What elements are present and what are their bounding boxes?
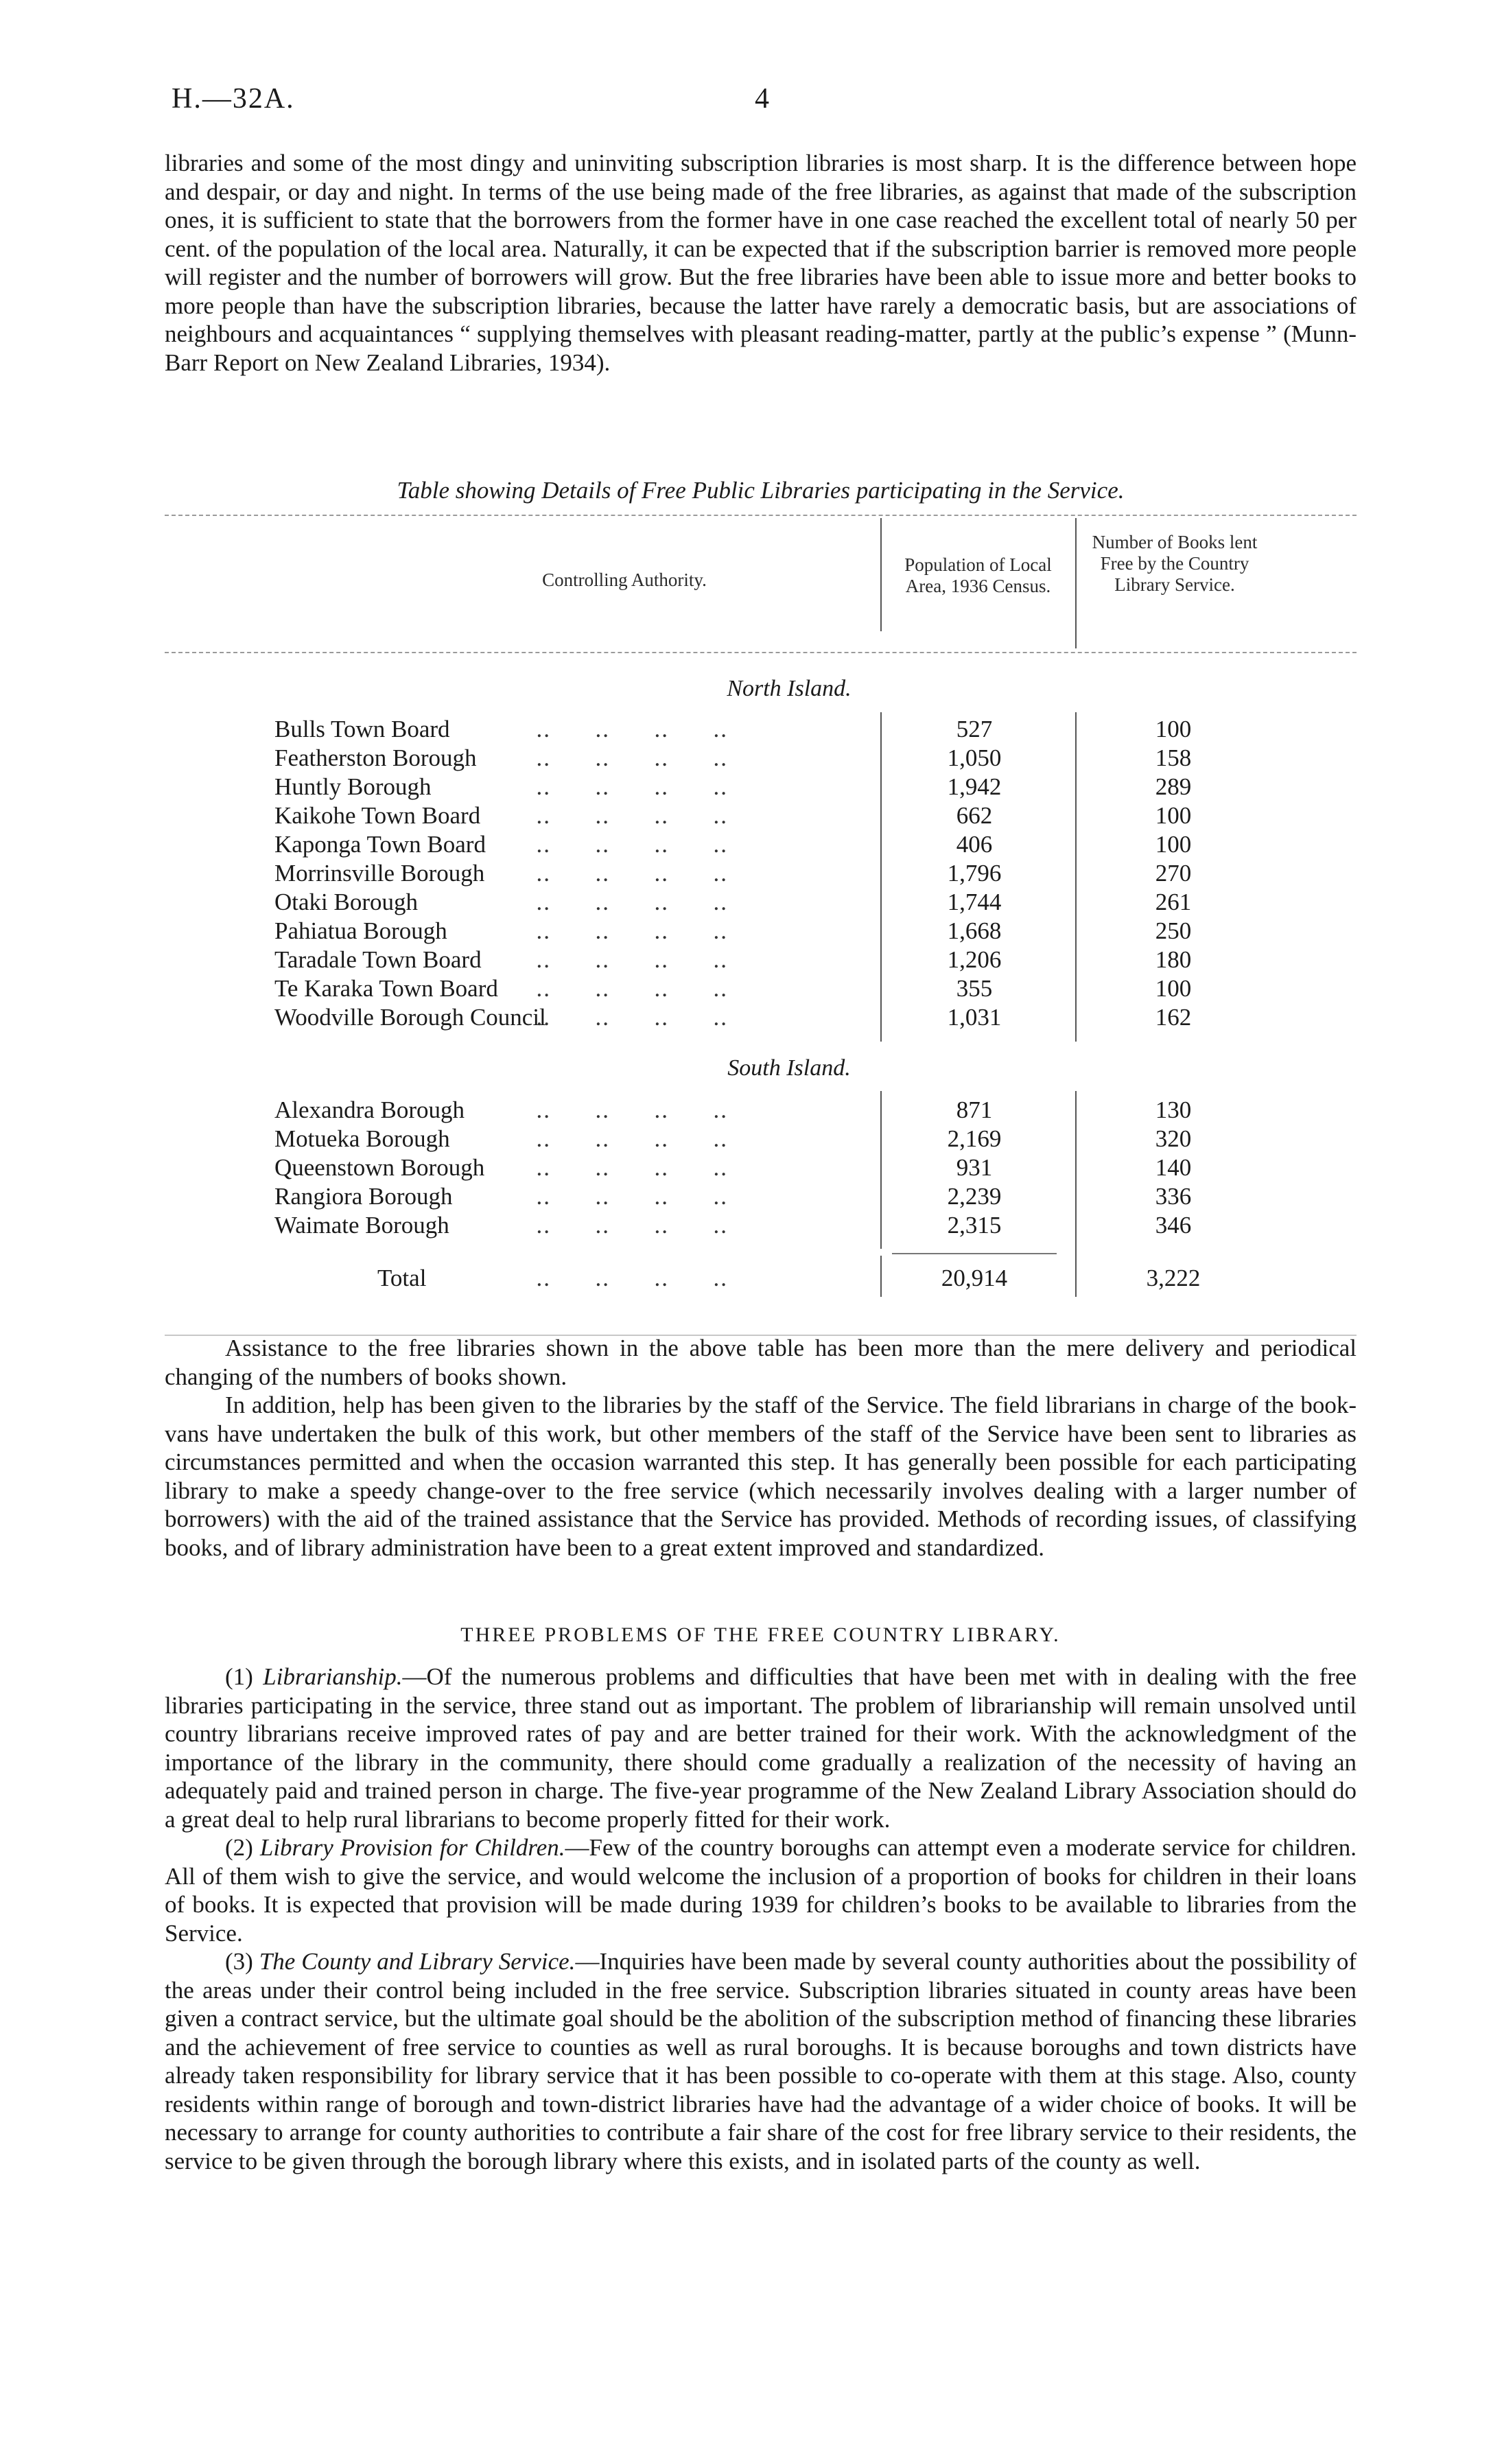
population-cell: 1,942	[947, 773, 1002, 800]
leader-dots: .. .. .. ..	[521, 889, 728, 915]
population-cell: 2,315	[947, 1212, 1002, 1239]
page-header	[172, 82, 1352, 124]
authority-cell: Morrinsville Borough	[274, 860, 485, 887]
authority-cell: Motueka Borough	[274, 1125, 450, 1152]
authority-cell: Kaponga Town Board	[274, 831, 486, 858]
books-cell: 346	[1155, 1212, 1192, 1239]
authority-cell: Queenstown Borough	[274, 1154, 485, 1181]
leader-dots: .. .. .. ..	[521, 860, 728, 887]
problems-heading: THREE PROBLEMS OF THE FREE COUNTRY LIBRARY.	[460, 1623, 1061, 1646]
leader-dots: .. .. .. ..	[521, 1265, 728, 1291]
books-cell: 270	[1155, 860, 1192, 887]
population-cell: 355	[956, 975, 993, 1002]
leader-dots: .. .. .. ..	[521, 975, 728, 1002]
total-population: 20,914	[941, 1265, 1008, 1291]
books-cell: 336	[1155, 1183, 1192, 1210]
books-cell: 130	[1155, 1096, 1192, 1123]
leader-dots: .. .. .. ..	[521, 1096, 728, 1123]
problem-number: (2)	[225, 1834, 253, 1861]
problem-text: —Of the numerous problems and difficulties that have been met with in dealing with the free libraries participating in the service, three stand out as important. The problem of librarianship will remain unsolved until country librarians receive improved rates of pay and are better trained for their work. With the acknowledgment of the importance of the library in the community, there should come gradually a realization of the necessity of having an adequately paid and trained person in charge. The five-year programme of the New Zealand Library Association should do a great deal to help rural librarians to become properly fitted for their work.	[165, 1663, 1357, 1833]
leader-dots: .. .. .. ..	[521, 831, 728, 858]
total-books: 3,222	[1146, 1265, 1201, 1291]
authority-cell: Taradale Town Board	[274, 946, 482, 973]
population-cell: 2,239	[947, 1183, 1002, 1210]
population-cell: 1,206	[947, 946, 1002, 973]
books-cell: 320	[1155, 1125, 1192, 1152]
column-header-authority: Controlling Authority.	[542, 570, 707, 590]
problem-number: (3)	[225, 1948, 253, 1975]
authority-cell: Pahiatua Borough	[274, 917, 447, 944]
books-cell: 162	[1155, 1004, 1192, 1031]
table-top-rule	[165, 515, 1357, 516]
leader-dots: .. .. .. ..	[521, 946, 728, 973]
section-south-island: South Island.	[727, 1055, 851, 1081]
population-cell: 931	[956, 1154, 993, 1181]
population-cell: 2,169	[947, 1125, 1002, 1152]
books-cell: 261	[1155, 889, 1192, 915]
leader-dots: .. .. .. ..	[521, 917, 728, 944]
south-divider-right	[1075, 1091, 1077, 1256]
header-divider-left	[880, 518, 882, 631]
books-cell: 158	[1155, 744, 1192, 771]
page-number: 4	[755, 83, 769, 115]
leader-dots: .. .. .. ..	[521, 716, 728, 742]
table-title: Table showing Details of Free Public Libraries participating in the Service.	[397, 477, 1125, 504]
authority-cell: Woodville Borough Council	[274, 1004, 546, 1031]
books-cell: 100	[1155, 975, 1192, 1002]
books-cell: 289	[1155, 773, 1192, 800]
authority-cell: Huntly Borough	[274, 773, 432, 800]
leader-dots: .. .. .. ..	[521, 1183, 728, 1210]
problem-title: Library Provision for Children.	[259, 1834, 565, 1861]
authority-cell: Kaikohe Town Board	[274, 802, 481, 829]
after-table-text	[165, 1334, 1357, 1562]
population-cell: 527	[956, 716, 993, 742]
problem-number: (1)	[225, 1663, 253, 1690]
problem-county	[165, 1947, 1357, 2175]
problem-title: The County and Library Service.	[259, 1948, 576, 1975]
leader-dots: .. .. .. ..	[521, 1004, 728, 1031]
problem-title: Librarianship.	[263, 1663, 403, 1690]
authority-cell: Otaki Borough	[274, 889, 419, 915]
authority-cell: Waimate Borough	[274, 1212, 449, 1239]
document-reference: H.—32A.	[172, 83, 295, 115]
books-cell: 100	[1155, 831, 1192, 858]
population-cell: 1,744	[947, 889, 1002, 915]
problem-librarianship	[165, 1663, 1357, 1833]
population-cell: 1,668	[947, 917, 1002, 944]
column-header-population: Population of Local Area, 1936 Census.	[904, 554, 1052, 596]
north-divider-right	[1075, 712, 1077, 1042]
section-north-island: North Island.	[727, 676, 852, 701]
total-rule	[892, 1253, 1057, 1254]
authority-cell: Alexandra Borough	[274, 1096, 465, 1123]
problem-text: —Inquiries have been made by several county authorities about the possibility of the areas under their control being included in the free service. Subscription libraries situated in county areas have been given a contract service, but the ultimate goal should be the abolition of the subscription method of financing these libraries and the achievement of free service to counties as well as rural boroughs. It is because boroughs and town districts have already taken responsibility for library service that it has been possible to co-operate with them at this stage. Also, county residents within range of borough and town-district libraries have had the advantage of a wider choice of books. It will be necessary to arrange for county authorities to contribute a fair share of the cost for free library service to their residents, the service to be given through the borough library where this exists, and in isolated parts of the county as well.	[165, 1948, 1357, 2174]
books-cell: 250	[1155, 917, 1192, 944]
population-cell: 1,796	[947, 860, 1002, 887]
column-header-books: Number of Books lent Free by the Country Library Service.	[1092, 532, 1258, 595]
leader-dots: .. .. .. ..	[521, 744, 728, 771]
leader-dots: .. .. .. ..	[521, 1212, 728, 1239]
leader-dots: .. .. .. ..	[521, 1154, 728, 1181]
books-cell: 180	[1155, 946, 1192, 973]
problem-text: —Few of the country boroughs can attempt even a moderate service for children. All of them wish to give the service, and would welcome the inclusion of a proportion of books for children in their loans of books. It is expected that provision will be made during 1939 for children’s books to be available to libraries from the Service.	[165, 1834, 1357, 1947]
total-label: Total	[377, 1265, 427, 1291]
authority-cell: Rangiora Borough	[274, 1183, 453, 1210]
intro-paragraph-text: libraries and some of the most dingy and uninviting subscription libraries is most sharp. It is the difference between hope and despair, or day and night. In terms of the use being made of the free libraries, as against that made of the subscription ones, it is sufficient to state that the borrowers from the former have in one case reached the excellent total of nearly 50 per cent. of the population of the local area. Naturally, it can be expected that if the subscription barrier is removed more people will register and the number of borrowers will grow. But the free libraries have been able to issue more and better books to more people than have the subscription libraries, because the latter have rarely a democratic basis, but are associations of neighbours and acquaintances “ supplying themselves with pleasant reading-matter, partly at the public’s expense ” (Munn-Barr Report on New Zealand Libraries, 1934).	[165, 150, 1357, 376]
leader-dots: .. .. .. ..	[521, 1125, 728, 1152]
authority-cell: Featherston Borough	[274, 744, 477, 771]
header-divider-right	[1075, 518, 1077, 648]
leader-dots: .. .. .. ..	[521, 773, 728, 800]
books-cell: 140	[1155, 1154, 1192, 1181]
assistance-paragraph: Assistance to the free libraries shown in the above table has been more than the mere delivery and periodical changing of the numbers of books shown.	[165, 1335, 1357, 1390]
authority-cell: Bulls Town Board	[274, 716, 450, 742]
authority-cell: Te Karaka Town Board	[274, 975, 498, 1002]
leader-dots: .. .. .. ..	[521, 802, 728, 829]
table-header-rule	[165, 652, 1357, 653]
problems-list	[165, 1663, 1357, 2175]
population-cell: 662	[956, 802, 993, 829]
help-paragraph: In addition, help has been given to the libraries by the staff of the Service. The field librarians in charge of the book-vans have undertaken the bulk of this work, but other members of the staff of the Service have been sent to libraries as circumstances permitted and when the occasion warranted this step. It has generally been possible for each participating library to make a speedy change-over to the free service (which necessarily involves dealing with a larger number of borrowers) with the aid of the trained assistance that the Service has provided. Methods of recording issues, of classifying books, and of library administration have been to a great extent improved and standardized.	[165, 1392, 1357, 1561]
problem-children	[165, 1833, 1357, 1947]
population-cell: 871	[956, 1096, 993, 1123]
books-cell: 100	[1155, 716, 1192, 742]
intro-paragraph	[165, 149, 1357, 377]
total-divider-right	[1075, 1256, 1077, 1297]
population-cell: 1,050	[947, 744, 1002, 771]
population-cell: 1,031	[947, 1004, 1002, 1031]
books-cell: 100	[1155, 802, 1192, 829]
population-cell: 406	[956, 831, 993, 858]
